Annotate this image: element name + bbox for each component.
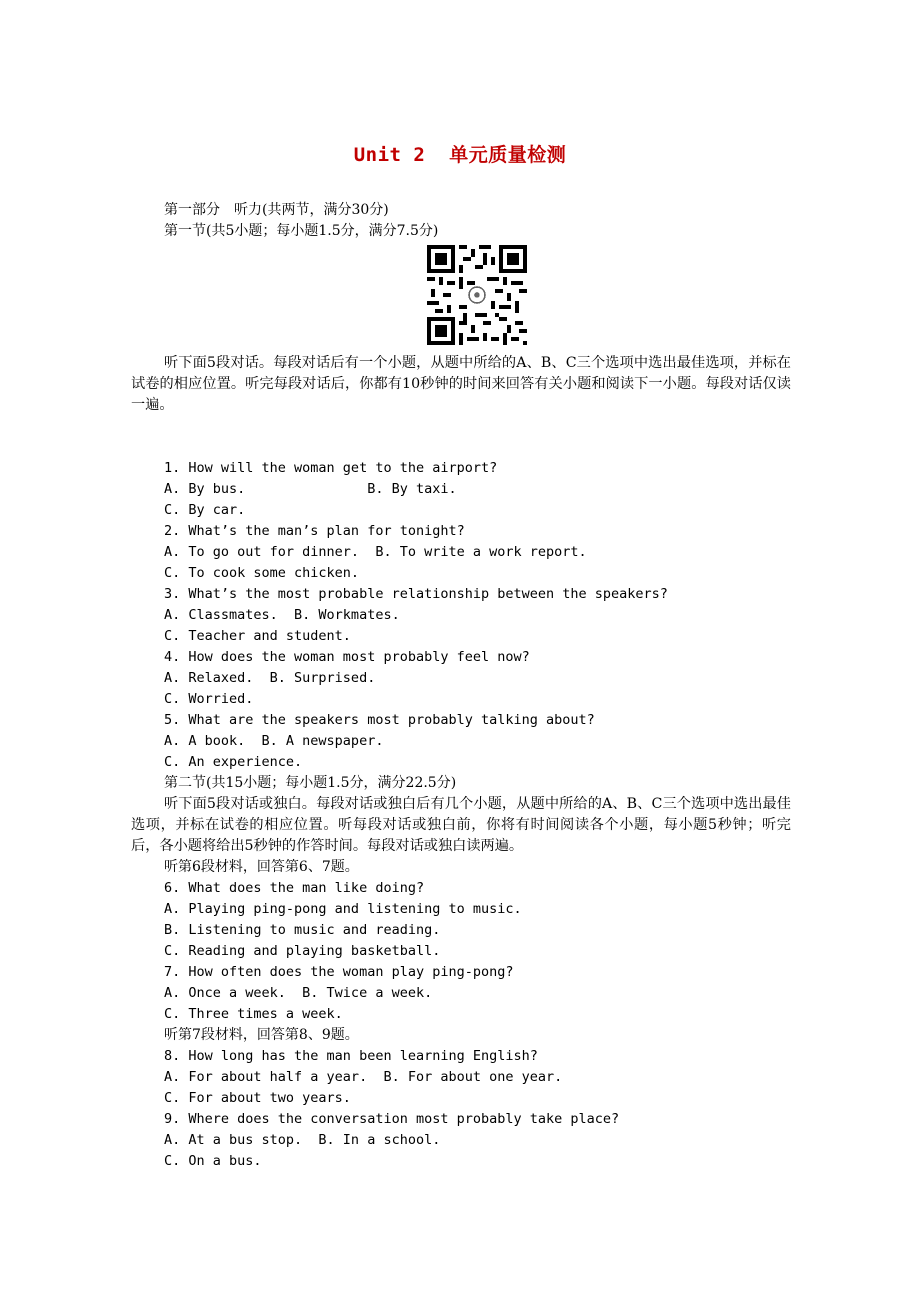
- section1-instructions: 听下面5段对话。每段对话后有一个小题，从题中所给的A、B、C三个选项中选出最佳选项，并标在试卷的相应位置。听完每段对话后，你都有10秒钟的时间来回答有关小题和阅读下一小题。每段对话仅读一遍。: [131, 355, 791, 413]
- question-stem: 3. What’s the most probable relationship between the speakers?: [164, 586, 668, 602]
- question-stem: 4. How does the woman most probably feel now?: [164, 649, 530, 665]
- answer-option: C. Reading and playing basketball.: [164, 943, 441, 959]
- answer-option: A. By bus. B. By taxi.: [164, 481, 457, 497]
- question-stem: 1. How will the woman get to the airport?: [164, 460, 498, 476]
- answer-option: A. A book. B. A newspaper.: [164, 733, 384, 749]
- question-stem: 7. How often does the woman play ping-pong?: [164, 964, 514, 980]
- material-6-heading: 听第6段材料，回答第6、7题。: [164, 859, 359, 875]
- answer-option: C. For about two years.: [164, 1090, 351, 1106]
- qr-code-icon: [427, 245, 527, 345]
- answer-option: C. An experience.: [164, 754, 303, 770]
- question-stem: 9. Where does the conversation most probably take place?: [164, 1111, 620, 1127]
- answer-option: A. For about half a year. B. For about one year.: [164, 1069, 563, 1085]
- answer-option: A. Once a week. B. Twice a week.: [164, 985, 433, 1001]
- page-title: Unit 2 单元质量检测: [353, 144, 567, 166]
- answer-option: A. To go out for dinner. B. To write a work report.: [164, 544, 587, 560]
- question-stem: 5. What are the speakers most probably talking about?: [164, 712, 595, 728]
- question-stem: 8. How long has the man been learning English?: [164, 1048, 538, 1064]
- question-stem: 2. What’s the man’s plan for tonight?: [164, 523, 465, 539]
- material-7-heading: 听第7段材料，回答第8、9题。: [164, 1027, 359, 1043]
- question-stem: 6. What does the man like doing?: [164, 880, 425, 896]
- answer-option: C. To cook some chicken.: [164, 565, 360, 581]
- answer-option: C. By car.: [164, 502, 246, 518]
- answer-option: A. Relaxed. B. Surprised.: [164, 670, 376, 686]
- answer-option: C. Worried.: [164, 691, 254, 707]
- answer-option: A. Playing ping-pong and listening to music.: [164, 901, 522, 917]
- section1-heading: 第一节(共5小题；每小题1.5分，满分7.5分): [164, 223, 439, 239]
- section2-instructions: 听下面5段对话或独白。每段对话或独白后有几个小题，从题中所给的A、B、C三个选项中选出最佳选项，并标在试卷的相应位置。听每段对话或独白前，你将有时间阅读各个小题，每小题5秒钟；听完后，各小题将给出5秒钟的作答时间。每段对话或独白读两遍。: [131, 796, 791, 854]
- answer-option: C. Teacher and student.: [164, 628, 351, 644]
- answer-option: C. On a bus.: [164, 1153, 262, 1169]
- answer-option: A. At a bus stop. B. In a school.: [164, 1132, 441, 1148]
- answer-option: B. Listening to music and reading.: [164, 922, 441, 938]
- answer-option: C. Three times a week.: [164, 1006, 343, 1022]
- part1-heading: 第一部分 听力(共两节，满分30分): [164, 202, 389, 218]
- answer-option: A. Classmates. B. Workmates.: [164, 607, 400, 623]
- section2-heading: 第二节(共15小题；每小题1.5分，满分22.5分): [164, 775, 457, 791]
